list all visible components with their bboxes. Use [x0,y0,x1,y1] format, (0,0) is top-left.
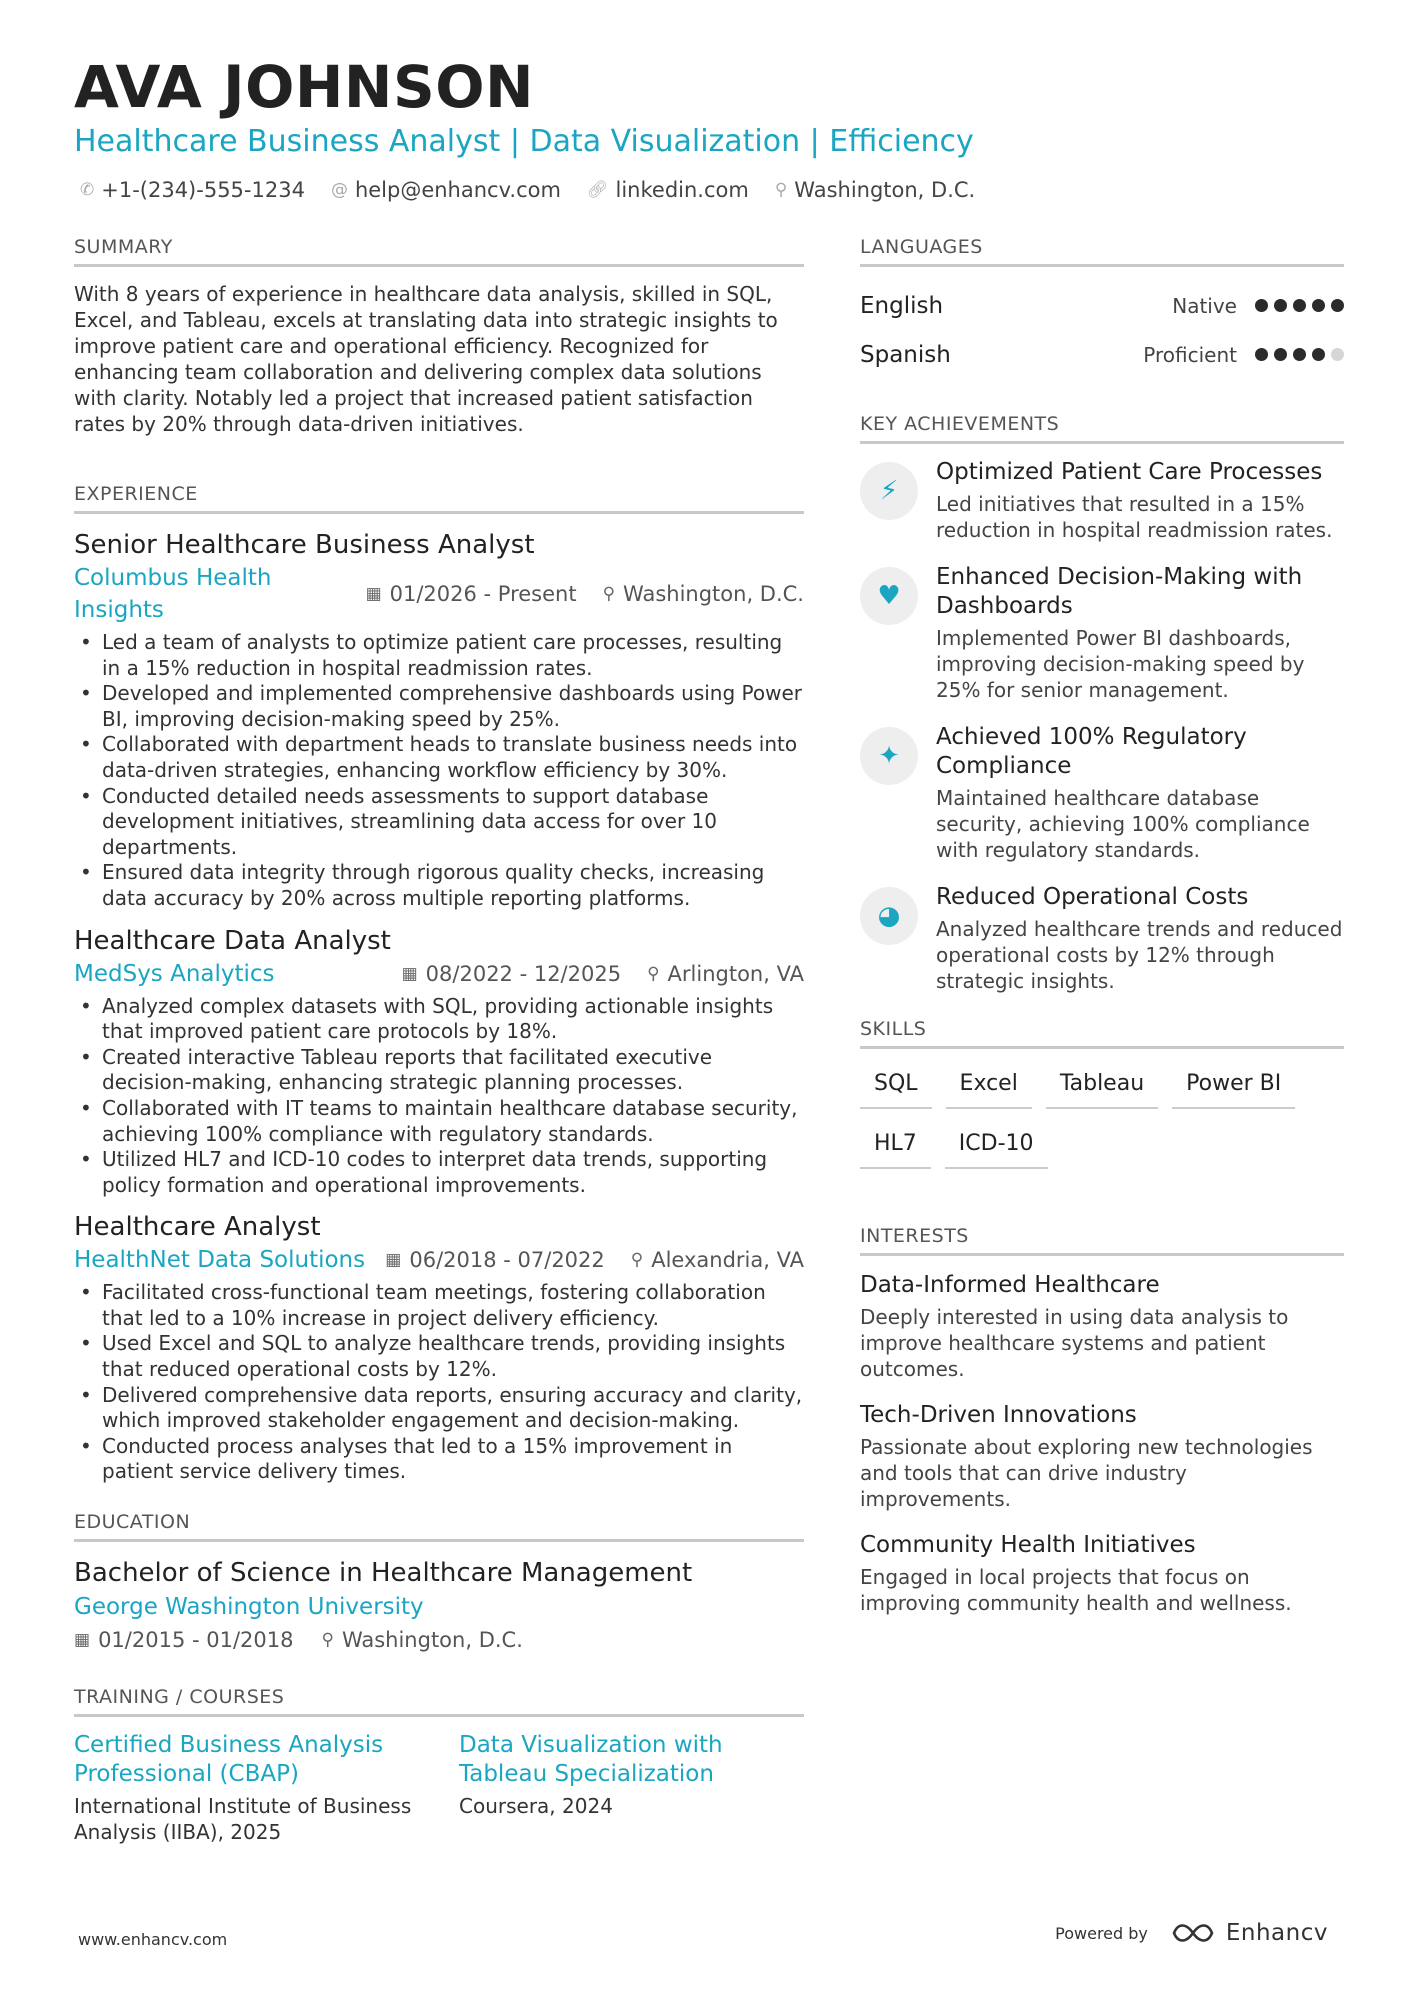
rating-dot [1274,299,1287,312]
location-pin-icon: ⚲ [647,963,660,984]
contact-linkedin[interactable] [587,178,749,202]
education-section [74,1511,804,1656]
rating-dot [1331,348,1344,361]
training-heading: TRAINING / COURSES [74,1686,804,1717]
course-list [74,1731,804,1845]
bullet-item: • Used Excel and SQL to analyze healthcare trends, providing insights that reduced operational costs by 12%. [74,1331,804,1382]
job-date-text: 06/2018 - 07/2022 [409,1248,605,1273]
magic-wand-icon: ✦ [860,727,918,785]
course-title: Data Visualization with Tableau Specialization [459,1732,723,1788]
footer-branding [1055,1920,1328,1946]
skill-tag: Tableau [1046,1063,1158,1109]
education-date [74,1624,293,1656]
job-location [631,1244,804,1276]
interests-section [860,1225,1344,1616]
skill-list [860,1063,1344,1169]
calendar-icon: ▦ [385,1250,402,1271]
rating-dot [1331,299,1344,312]
summary-section [74,236,804,437]
job-location-text: Arlington, VA [667,961,804,986]
achievements-heading: KEY ACHIEVEMENTS [860,413,1344,444]
interest-item [860,1400,1344,1512]
location-pin-icon: ⚲ [630,1250,644,1271]
right-column [860,236,1344,1634]
education-date-text: 01/2015 - 01/2018 [98,1628,294,1653]
brain-icon: ◕ [860,887,918,945]
job-title: Senior Healthcare Business Analyst [74,530,535,560]
language-name: Spanish [860,341,951,368]
achievement-desc: Maintained healthcare database security, achieving 100% compliance with regulatory standards. [936,786,1310,862]
course-entry [74,1731,419,1845]
job-title: Healthcare Data Analyst [74,925,391,956]
job-date [402,958,621,990]
location-pin-icon: ⚲ [602,584,616,604]
language-list [860,281,1344,379]
achievement-title: Achieved 100% Regulatory Compliance [936,724,1247,779]
language-rating [1255,299,1344,312]
language-level: Proficient [1143,342,1237,367]
summary-heading: SUMMARY [74,236,804,267]
contact-phone[interactable] [80,178,305,202]
rating-dot [1274,348,1287,361]
phone-icon: ✆ [80,180,95,200]
achievement-list [860,458,1344,994]
achievement-body [936,563,1344,703]
school: George Washington University [74,1594,424,1621]
job-entry [74,924,804,1199]
linkedin-text: linkedin.com [615,178,749,202]
job-meta [74,958,804,990]
footer-website[interactable]: www.enhancv.com [78,1930,228,1949]
contact-bar [80,178,975,202]
job-bullets [74,994,804,1199]
job-date [366,578,577,610]
job-entry [74,528,804,912]
job-location-text: Alexandria, VA [651,1248,804,1273]
interest-desc: Deeply interested in using data analysis to improve healthcare systems and patient outcomes. [860,1305,1289,1381]
rating-dot [1293,348,1306,361]
job-title: Healthcare Analyst [74,1212,321,1243]
powered-by-label: Powered by [1055,1923,1148,1943]
location-text: Washington, D.C. [794,178,976,202]
language-row [860,330,1344,379]
job-list [74,528,804,1485]
location-pin-icon: ⚲ [774,180,788,200]
bullet-item: • Led a team of analysts to optimize patient care processes, resulting in a 15% reduction in hospital readmission rates. [74,630,804,681]
summary-text: With 8 years of experience in healthcare data analysis, skilled in SQL, Excel, and Tableau, excels at translating data into strategic insights to improve patient care and operational efficiency. Recognized for enhancing team collaboration and delivering complex data solutions with clarity. Notably led a project that increased patient satisfaction rates by 20% through data-driven initiatives. [74,282,778,436]
skills-heading: SKILLS [860,1018,1344,1049]
job-date-text: 08/2022 - 12/2025 [425,961,622,986]
course-org: Coursera, 2024 [459,1794,613,1819]
bullet-item: • Developed and implemented comprehensive dashboards using Power BI, improving decision-making speed by 25%. [74,681,804,732]
bullet-item: • Facilitated cross-functional team meetings, fostering collaboration that led to a 10% increase in project delivery efficiency. [74,1280,804,1331]
interest-list [860,1270,1344,1616]
job-location [647,958,804,990]
language-rating [1255,348,1344,361]
skill-tag: SQL [860,1063,932,1109]
bullet-item: • Collaborated with IT teams to maintain healthcare database security, achieving 100% compliance with regulatory standards. [74,1096,804,1147]
education-heading: EDUCATION [74,1511,804,1542]
link-icon: 🔗︎ [586,180,609,200]
candidate-tagline: Healthcare Business Analyst | Data Visualization | Efficiency [74,124,974,159]
achievement-body [936,883,1344,994]
training-section [74,1686,804,1845]
education-location-text: Washington, D.C. [341,1628,523,1653]
achievement-desc: Led initiatives that resulted in a 15% reduction in hospital readmission rates. [936,492,1333,542]
contact-location [775,178,975,202]
achievements-section [860,413,1344,994]
language-row [860,281,1344,330]
brand-text: Enhancv [1225,1920,1328,1946]
bullet-item: • Utilized HL7 and ICD-10 codes to interpret data trends, supporting policy formation and operational improvements. [74,1147,804,1198]
bullet-item: • Ensured data integrity through rigorous quality checks, increasing data accuracy by 20% across multiple reporting platforms. [74,860,804,911]
interest-item [860,1270,1344,1382]
skill-tag: HL7 [860,1123,931,1169]
bullet-item: • Collaborated with department heads to translate business needs into data-driven strategies, enhancing workflow efficiency by 30%. [74,732,804,783]
job-bullets [74,1280,804,1485]
languages-heading: LANGUAGES [860,236,1344,267]
rating-dot [1255,348,1268,361]
achievement-item [860,563,1344,703]
job-bullets [74,630,804,912]
achievement-body [936,458,1344,543]
bullet-item: • Created interactive Tableau reports that facilitated executive decision-making, enhancing strategic planning processes. [74,1045,804,1096]
skills-section [860,1018,1344,1169]
achievement-body [936,723,1344,863]
language-level: Native [1172,293,1237,318]
achievement-desc: Analyzed healthcare trends and reduced operational costs by 12% through strategic insights. [936,917,1343,993]
interests-heading: INTERESTS [860,1225,1344,1256]
skill-tag: Excel [946,1063,1032,1109]
calendar-icon: ▦ [74,1630,91,1651]
rating-dot [1312,299,1325,312]
education-meta [74,1624,804,1656]
language-name: English [860,292,944,319]
company-name: Columbus Health Insights [74,565,272,623]
enhancv-logo-icon [1170,1921,1216,1945]
left-column [74,236,804,1845]
interest-item [860,1530,1344,1616]
course-org: International Institute of Business Analysis (IIBA), 2025 [74,1794,412,1845]
achievement-item [860,883,1344,994]
course-title: Certified Business Analysis Professional (CBAP) [74,1732,384,1788]
job-date-text: 01/2026 - Present [389,582,577,606]
bullet-item: • Delivered comprehensive data reports, ensuring accuracy and clarity, which improved stakeholder engagement and decision-making. [74,1383,804,1434]
course-entry [459,1731,804,1845]
job-location [603,578,804,610]
rating-dot [1312,348,1325,361]
enhancv-logo[interactable] [1170,1920,1328,1946]
job-meta [74,1244,804,1276]
interest-desc: Engaged in local projects that focus on improving community health and wellness. [860,1565,1292,1615]
job-location-text: Washington, D.C. [623,582,804,606]
job-entry [74,1210,804,1485]
contact-email[interactable] [331,178,561,202]
interest-title: Tech-Driven Innovations [860,1402,1137,1428]
achievement-title: Reduced Operational Costs [936,884,1249,910]
experience-heading: EXPERIENCE [74,483,804,514]
interest-desc: Passionate about exploring new technologies and tools that can drive industry improvements. [860,1435,1313,1511]
bullet-item: • Conducted process analyses that led to a 15% improvement in patient service delivery times. [74,1434,804,1485]
degree: Bachelor of Science in Healthcare Management [74,1558,693,1589]
lightning-icon: ⚡ [860,462,918,520]
interest-title: Data-Informed Healthcare [860,1272,1160,1298]
company-name: MedSys Analytics [74,960,275,987]
achievement-title: Enhanced Decision-Making with Dashboards [936,564,1303,619]
calendar-icon: ▦ [365,584,382,604]
bullet-item: • Conducted detailed needs assessments to support database development initiatives, streamlining data access for over 10 departments. [74,784,804,861]
phone-text: +1-(234)-555-1234 [101,178,305,202]
achievement-desc: Implemented Power BI dashboards, improving decision-making speed by 25% for senior management. [936,626,1305,702]
skill-tag: Power BI [1172,1063,1295,1109]
languages-section [860,236,1344,379]
company-name: HealthNet Data Solutions [74,1247,366,1274]
bullet-item: • Analyzed complex datasets with SQL, providing actionable insights that improved patient care protocols by 18%. [74,994,804,1045]
location-pin-icon: ⚲ [321,1630,334,1651]
rating-dot [1293,299,1306,312]
heart-icon: ♥ [860,567,918,625]
achievement-item [860,458,1344,543]
education-location [321,1624,522,1656]
skill-tag: ICD-10 [945,1123,1048,1169]
candidate-name: AVA JOHNSON [74,53,535,121]
interest-title: Community Health Initiatives [860,1532,1196,1558]
job-date [385,1244,604,1276]
calendar-icon: ▦ [401,963,418,984]
experience-section [74,483,804,1485]
achievement-item [860,723,1344,863]
email-text: help@enhancv.com [354,178,561,202]
job-meta [74,562,804,626]
rating-dot [1255,299,1268,312]
achievement-title: Optimized Patient Care Processes [936,459,1323,485]
at-icon: @ [330,180,348,200]
